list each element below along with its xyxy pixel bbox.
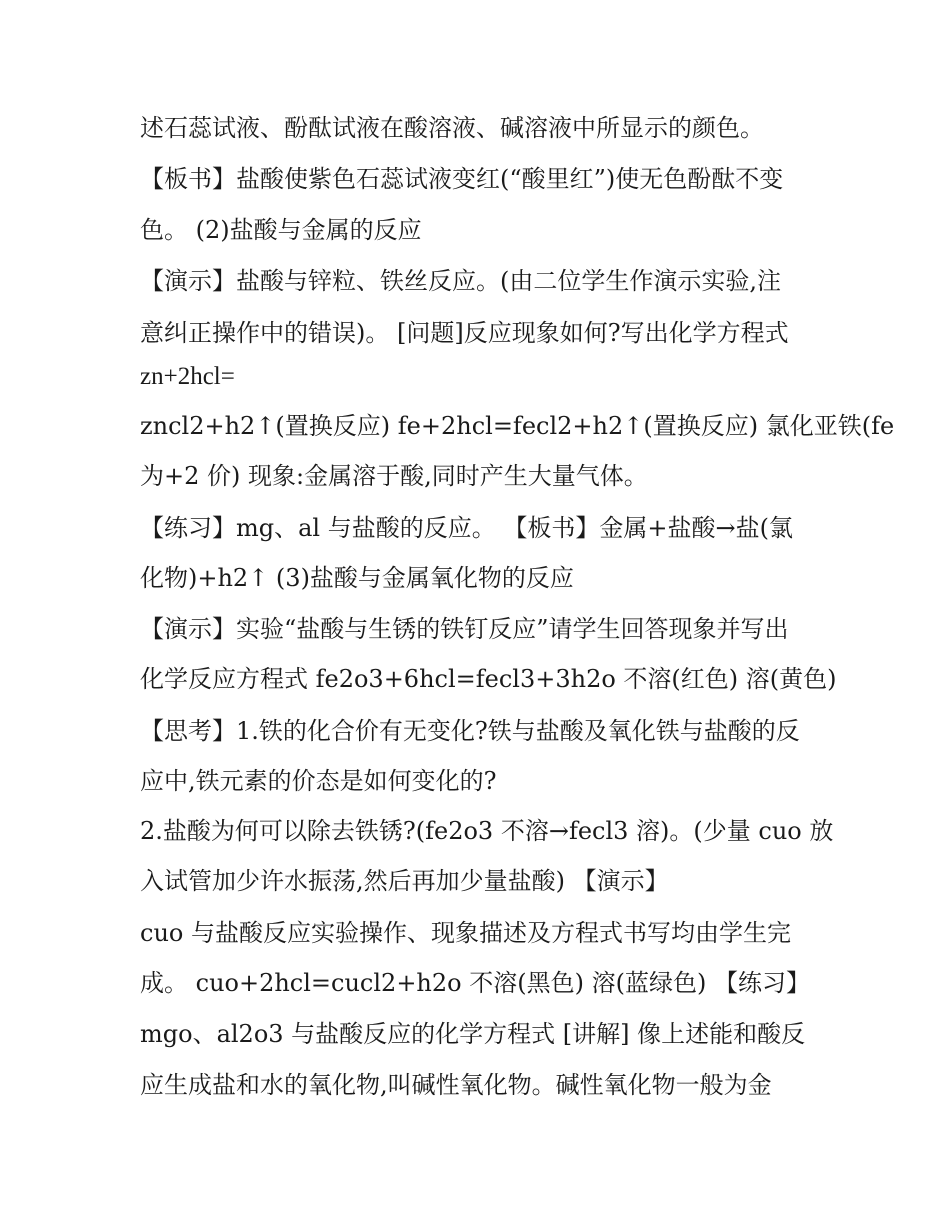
text-line: 【练习】mg、al 与盐酸的反应。 【板书】金属+盐酸→盐(氯: [140, 514, 793, 542]
text-line: 应生成盐和水的氧化物,叫碱性氧化物。碱性氧化物一般为金: [140, 1071, 772, 1099]
text-line: cuo 与盐酸反应实验操作、现象描述及方程式书写均由学生完: [140, 919, 791, 947]
text-line: 2.盐酸为何可以除去铁锈?(fe2o3 不溶→fecl3 溶)。(少量 cuo 放: [140, 817, 834, 845]
text-line: 【演示】盐酸与锌粒、铁丝反应。(由二位学生作演示实验,注: [140, 267, 781, 295]
text-line: 【板书】盐酸使紫色石蕊试液变红(“酸里红”)使无色酚酞不变: [140, 165, 784, 193]
text-line: 成。 cuo+2hcl=cucl2+h2o 不溶(黑色) 溶(蓝绿色) 【练习】: [140, 969, 810, 997]
text-line: 为+2 价) 现象:金属溶于酸,同时产生大量气体。: [140, 462, 648, 490]
text-line: 化学反应方程式 fe2o3+6hcl=fecl3+3h2o 不溶(红色) 溶(黄色): [140, 665, 837, 693]
text-line: zncl2+h2↑(置换反应) fe+2hcl=fecl2+h2↑(置换反应) 氯化亚铁(fe: [140, 412, 895, 440]
text-line: mgo、al2o3 与盐酸反应的化学方程式 [讲解] 像上述能和酸反: [140, 1020, 806, 1048]
text-line: 【思考】1.铁的化合价有无变化?铁与盐酸及氧化铁与盐酸的反: [140, 717, 800, 745]
text-line: 意纠正操作中的错误)。 [问题]反应现象如何?写出化学方程式: [140, 319, 789, 347]
text-line: 述石蕊试液、酚酞试液在酸溶液、碱溶液中所显示的颜色。: [140, 114, 764, 142]
text-line: zn+2hcl=: [140, 363, 235, 390]
text-line: 应中,铁元素的价态是如何变化的?: [140, 767, 497, 795]
text-line: 【演示】实验“盐酸与生锈的铁钉反应”请学生回答现象并写出: [140, 615, 789, 643]
text-line: 色。 (2)盐酸与金属的反应: [140, 216, 422, 244]
text-line: 化物)+h2↑ (3)盐酸与金属氧化物的反应: [140, 564, 574, 592]
text-line: 入试管加少许水振荡,然后再加少量盐酸) 【演示】: [140, 867, 669, 895]
